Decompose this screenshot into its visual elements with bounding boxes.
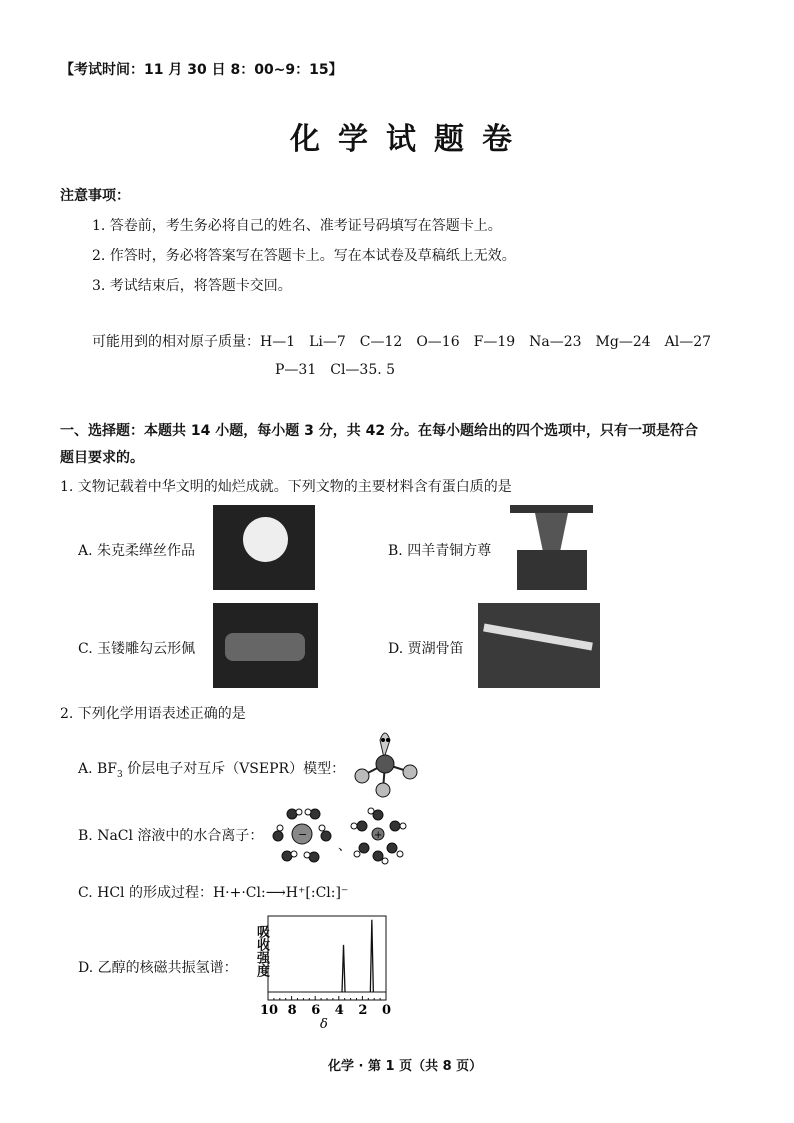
x-axis-label: δ [320,1017,328,1032]
atomic-mass-label: 可能用到的相对原子质量： [92,334,260,350]
x-tick-label: 0 [382,1003,392,1018]
hydrated-ions-icon [270,806,410,866]
x-tick-label: 10 [260,1003,279,1018]
option-b: B. NaCl 溶液中的水合离子： [78,828,264,844]
option-d: D. 贾湖骨笛 [388,641,464,657]
option-d: D. 乙醇的核磁共振氢谱： [78,960,238,976]
bone-flute-image [478,603,600,688]
minus-icon: − [298,828,308,841]
nmr-peak [342,945,345,992]
question-1-stem: 1. 文物记载着中华文明的灿烂成就。下列文物的主要材料含有蛋白质的是 [60,479,512,495]
option-c: C. HCl 的形成过程： [78,885,213,901]
y-axis-label: 吸收强度 [254,925,269,977]
notice-item: 3. 考试结束后，将答题卡交回。 [92,278,292,294]
atomic-mass-line1: H—1 Li—7 C—12 O—16 F—19 Na—23 Mg—24 Al—27 [260,334,712,350]
nmr-peak [370,920,373,992]
plot-frame [268,916,386,1000]
x-tick-label: 2 [358,1003,368,1018]
option-a: A. $BF_3$ 价层电子对互斥（VSEPR）模型： [78,761,346,780]
atomic-mass-line2: P—31 Cl—35. 5 [275,362,396,378]
silk-artwork-image [213,505,315,590]
notice-item: 1. 答卷前，考生务必将自己的姓名、准考证号码填写在答题卡上。 [92,218,502,234]
question-2-stem: 2. 下列化学用语表述正确的是 [60,706,246,722]
page-footer: 化学 · 第 1 页（共 8 页） [328,1059,483,1074]
page-title: 化学试题卷 [290,122,530,157]
x-ticks [268,996,386,1000]
option-c: C. 玉镂雕勾云形佩 [78,641,196,657]
option-b: B. 四羊青铜方尊 [388,543,492,559]
plus-icon: + [374,830,383,841]
jade-pendant-image [213,603,318,688]
x-tick-label: 4 [334,1003,344,1018]
separator: 、 [338,839,352,854]
notice-heading: 注意事项： [60,188,130,204]
bronze-zun-image [505,505,598,590]
hcl-formation-formula: H·+·Cl:⟶H⁺[:Cl:]⁻ [212,885,349,901]
exam-time: 【考试时间：11 月 30 日 8：00~9：15】 [60,62,343,78]
nmr-chart [262,912,392,1032]
x-tick-label: 8 [287,1003,297,1018]
section-heading-cont: 题目要求的。 [60,450,144,466]
option-a: A. 朱克柔缂丝作品 [78,543,196,559]
x-tick-label: 6 [311,1003,321,1018]
notice-item: 2. 作答时，务必将答案写在答题卡上。写在本试卷及草稿纸上无效。 [92,248,516,264]
peaks [342,920,373,992]
vsepr-model-icon [352,728,422,798]
section-heading: 一、选择题：本题共 14 小题，每小题 3 分，共 42 分。在每小题给出的四个选项中，只有一项是符合 [60,423,698,439]
